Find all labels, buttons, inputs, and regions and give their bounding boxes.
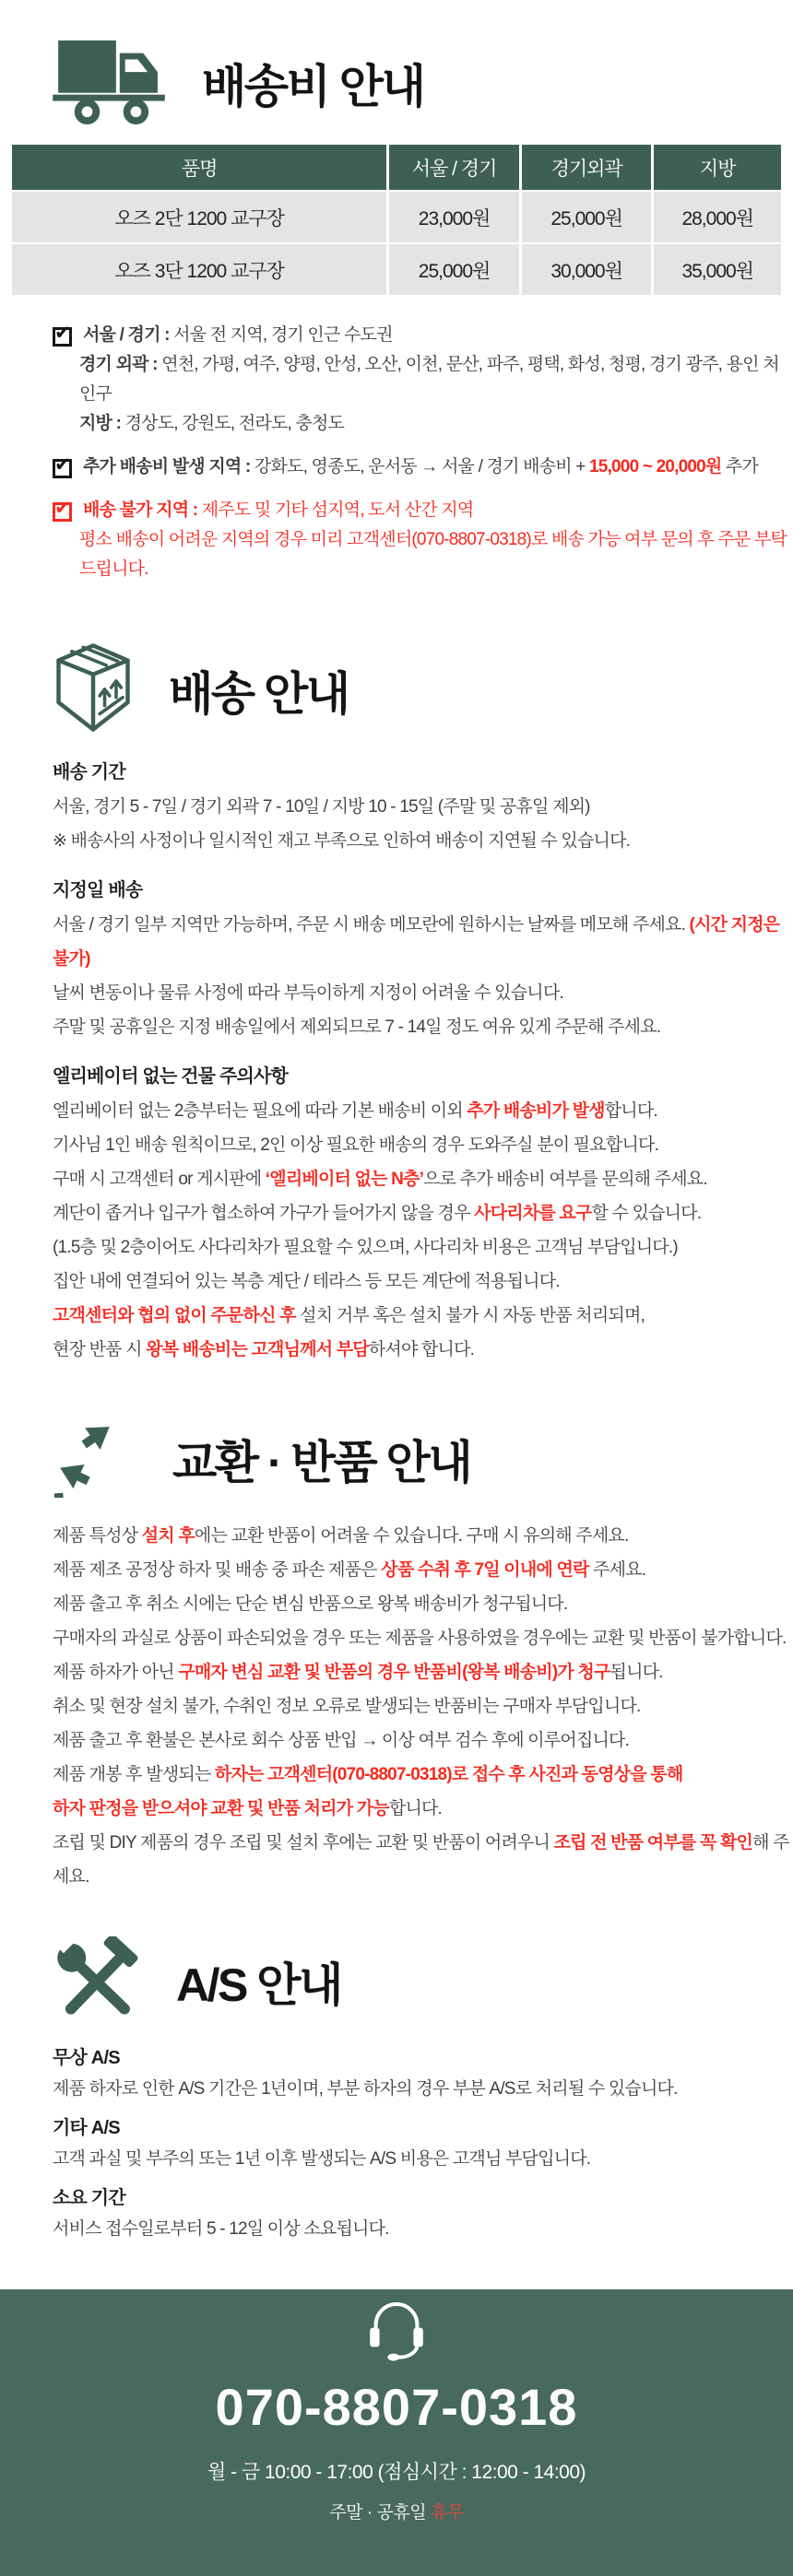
text-segment: 왕복 배송비는 고객님께서 부담 [146,1340,369,1359]
text-segment: 하자 판정을 받으셔야 교환 및 반품 처리가 가능 [53,1799,389,1818]
text-segment: 제주도 및 기타 섬지역, 도서 산간 지역 [201,500,474,520]
table-header-cell: 서울 / 경기 [389,145,519,190]
text-segment: 해 주세요. [53,1833,789,1887]
text-line [53,1689,793,1723]
text-segment: 제품 하자가 아닌 [53,1663,179,1682]
delivery-body [53,755,793,1367]
text-line [53,908,793,976]
text-segment: 하자는 고객센터(070-8807-0318)로 접수 후 사진과 동영상을 통해 [214,1765,683,1784]
text-segment: 취소 및 현장 설치 불가, 수취인 정보 오류로 발생되는 반품비는 구매자 부담입니다. [53,1697,641,1716]
text-segment: 조립 전 반품 여부를 꼭 확인 [553,1833,753,1853]
exchange-return-header [51,1415,793,1502]
text-segment: 상품 수취 후 7일 이내에 연락 [381,1560,589,1580]
text-line [53,2214,793,2245]
exchange-return-section [0,1415,793,1894]
note-extra-fee-area [53,453,793,482]
text-segment: 휴무 [430,2503,464,2523]
table-header-row [12,145,781,190]
text-segment: 하셔야 합니다. [368,1340,475,1359]
subsection-heading: 무상 A/S [53,2048,120,2068]
text-line [53,1264,793,1299]
section-title-shipping-fee: 배송비 안내 [202,60,424,112]
checkbox-icon [53,327,72,347]
tools-icon [51,1936,143,2026]
text-line [53,2074,793,2105]
text-segment: 제품 특성상 [53,1526,142,1546]
text-segment: 구매 시 고객센터 or 게시판에 [53,1170,266,1189]
shipping-fee-notes [53,321,793,584]
text-segment: 지방 : [79,414,125,433]
text-segment: 설치 후 [141,1526,195,1546]
text-segment: 주말 및 공휴일은 지정 배송일에서 제외되므로 7 - 14일 정도 여유 있게 주문해 주세요. [53,1017,661,1037]
text-segment: 제품 하자로 인한 A/S 기간은 1년이며, 부분 하자의 경우 부분 A/S로 처리될 수 있습니다. [53,2079,678,2099]
table-row [12,244,781,295]
text-segment: 계단이 좁거나 입구가 협소하여 가구가 들어가지 않을 경우 [53,1204,475,1223]
text-segment: 고객 과실 및 부주의 또는 1년 이후 발생되는 A/S 비용은 고객님 부담입니다. [53,2149,591,2169]
text-segment: 합니다. [388,1799,443,1818]
subsection-heading: 배송 기간 [53,762,125,782]
text-segment: 제품 개봉 후 발생되는 [53,1765,215,1784]
after-service-body [53,2042,793,2245]
section-title-exchange-return: 교환 · 반품 안내 [172,1436,471,1488]
text-segment: 집안 내에 연결되어 있는 복층 계단 / 테라스 등 모든 계단에 적용됩니다. [53,1272,560,1291]
text-line [79,525,793,584]
table-cell: 23,000원 [389,192,519,242]
subsection-heading: 기타 A/S [53,2118,120,2138]
text-line [53,790,793,824]
text-line [53,1010,793,1044]
table-cell: 오즈 3단 1200 교구장 [12,244,386,295]
table-header-cell: 품명 [12,145,386,190]
text-line [53,1519,793,1553]
text-segment: (1.5층 및 2층이어도 사다리차가 필요할 수 있으며, 사다리차 비용은 고객님 부담입니다.) [53,1238,678,1257]
subsection-heading: 소요 기간 [53,2188,125,2208]
text-segment: 경기 외곽 : [79,355,162,374]
recycle-icon [51,1415,139,1502]
text-segment: 현장 반품 시 [53,1340,147,1359]
text-line [53,1128,793,1162]
text-segment: 제품 출고 후 환불은 본사로 회수 상품 반입 → 이상 여부 검수 후에 이루어집니다. [53,1731,630,1750]
text-line [53,1162,793,1196]
text-line [79,350,793,409]
text-segment: 배송 불가 지역 : [83,500,202,520]
text-line [53,1230,793,1264]
text-line [53,1587,793,1621]
checkbox-icon [53,459,72,478]
text-segment: 서비스 접수일로부터 5 - 12일 이상 소요됩니다. [53,2219,389,2239]
text-segment: 서울 전 지역, 경기 인근 수도권 [173,325,393,345]
text-segment: 엘리베이터 없는 2층부터는 필요에 따라 기본 배송비 이외 [53,1101,468,1121]
text-line [53,1792,793,1826]
text-line [79,409,793,439]
text-segment: 경상도, 강원도, 전라도, 충청도 [124,414,345,433]
delivery-header [51,641,793,738]
text-segment: 15,000 ~ 20,000원 [589,457,722,476]
text-segment: 주세요. [588,1560,646,1580]
section-title-after-service: A/S 안내 [176,1958,341,2011]
package-box-icon [51,641,136,738]
text-line [53,1333,793,1367]
text-line [53,976,793,1010]
text-segment: 사다리차를 요구 [474,1204,592,1223]
text-line [53,824,793,858]
table-cell: 오즈 2단 1200 교구장 [12,192,386,242]
business-hours: 월 - 금 10:00 - 17:00 (점심시간 : 12:00 - 14:00) [207,2462,586,2483]
text-segment: 제품 제조 공정상 하자 및 배송 중 파손 제품은 [53,1560,382,1580]
text-segment: 조립 및 DIY 제품의 경우 조립 및 설치 후에는 교환 및 반품이 어려우니 [53,1833,554,1853]
section-title-delivery: 배송 안내 [169,667,349,720]
closed-days [0,2499,793,2523]
exchange-return-body [53,1519,793,1894]
note-text [83,321,393,350]
shipping-fee-table [9,143,784,297]
text-segment: 기사님 1인 배송 원칙이므로, 2인 이상 필요한 배송의 경우 도와주실 분이 필요합니다. [53,1135,659,1155]
note-seoul-gyeonggi [53,321,793,439]
note-sub-lines [53,350,793,439]
text-segment: 연천, 가평, 여주, 양평, 안성, 오산, 이천, 문산, 파주, 평택, 화성, 청평, 경기 광주, 용인 처인구 [79,355,779,404]
text-line [53,1196,793,1230]
text-segment: 추가 배송비가 발생 [467,1101,605,1121]
text-segment: 할 수 있습니다. [591,1204,702,1223]
text-segment: 구매자의 과실로 상품이 파손되었을 경우 또는 제품을 사용하였을 경우에는 교환 및 반품이 불가합니다. [53,1629,787,1648]
text-segment: (시간 지정은 불가) [53,915,780,969]
table-cell: 30,000원 [522,244,652,295]
text-line [53,1094,793,1128]
text-segment: ‘엘리베이터 없는 N층’ [265,1170,424,1189]
text-line [53,2144,793,2175]
text-segment: 추가 [721,457,759,476]
text-segment: 평소 배송이 어려운 지역의 경우 미리 고객센터(070-8807-0318)로 배송 가능 여부 문의 후 주문 부탁드립니다. [79,530,787,579]
text-line [53,1758,793,1792]
text-segment: 제품 출고 후 취소 시에는 단순 변심 반품으로 왕복 배송비가 청구됩니다. [53,1594,568,1614]
text-segment: 고객센터와 협의 없이 주문하신 후 [53,1306,301,1325]
headset-icon [0,2289,793,2368]
text-segment: 구매자 변심 교환 및 반품의 경우 반품비(왕복 배송비)가 청구 [178,1663,610,1682]
subsection-heading: 지정일 배송 [53,880,143,900]
text-line [53,1299,793,1333]
customer-service-phone: 070-8807-0318 [215,2378,578,2436]
note-text [83,496,473,525]
text-segment: 으로 추가 배송비 여부를 문의해 주세요. [423,1170,707,1189]
after-service-section [0,1936,793,2245]
text-segment: 에는 교환 반품이 어려울 수 있습니다. 구매 시 유의해 주세요. [194,1526,629,1546]
text-segment: 됩니다. [610,1663,663,1682]
note-no-delivery-area [53,496,793,584]
customer-service-footer [0,2289,793,2576]
table-cell: 25,000원 [522,192,652,242]
truck-icon [51,35,169,130]
shipping-fee-section [0,0,793,584]
text-segment: 설치 거부 혹은 설치 불가 시 자동 반품 처리되며, [300,1306,645,1325]
shipping-fee-header [51,35,793,130]
text-line [53,1655,793,1689]
table-cell: 28,000원 [654,192,781,242]
delivery-section [0,641,793,1367]
text-segment: 강화도, 영종도, 운서동 → 서울 / 경기 배송비 + [254,457,590,476]
note-text [83,453,758,482]
text-segment: 합니다. [604,1101,657,1121]
text-line [53,1553,793,1587]
text-segment: 날씨 변동이나 물류 사정에 따라 부득이하게 지정이 어려울 수 있습니다. [53,983,563,1003]
text-line [53,1621,793,1655]
table-row [12,192,781,242]
text-segment: 서울 / 경기 : [83,325,174,345]
note-sub-lines [53,525,793,584]
checkbox-icon-red [53,502,72,522]
text-segment: ※ 배송사의 사정이나 일시적인 재고 부족으로 인하여 배송이 지연될 수 있습니다. [53,831,631,851]
table-header-cell: 지방 [654,145,781,190]
table-cell: 25,000원 [389,244,519,295]
table-cell: 35,000원 [654,244,781,295]
text-segment: 추가 배송비 발생 지역 : [83,457,254,476]
text-segment: 주말 · 공휴일 [329,2503,431,2523]
subsection-heading: 엘리베이터 없는 건물 주의사항 [53,1066,289,1087]
after-service-header [51,1936,793,2026]
text-segment: 서울 / 경기 일부 지역만 가능하며, 주문 시 배송 메모란에 원하시는 날짜를 메모해 주세요. [53,915,690,935]
text-segment: 서울, 경기 5 - 7일 / 경기 외곽 7 - 10일 / 지방 10 - 15일 (주말 및 공휴일 제외) [53,797,590,817]
table-header-cell: 경기외곽 [522,145,652,190]
text-line [53,1723,793,1758]
text-line [53,1826,793,1894]
